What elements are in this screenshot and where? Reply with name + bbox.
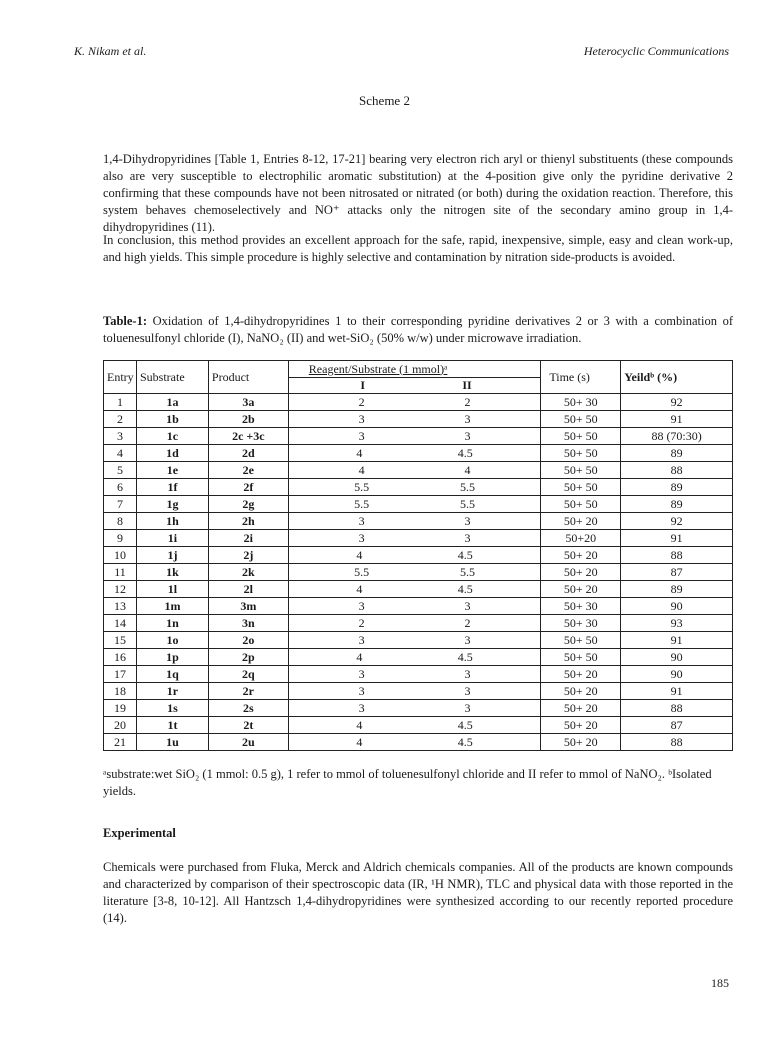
cell-reagent-II: 3 [464,411,471,426]
cell-time: 50+ 50 [541,496,621,513]
cell-reagent-II: 5.5 [459,496,475,511]
cell-reagent-II: 4 [464,462,471,477]
cell-substrate: 1j [136,547,208,564]
cell-entry: 18 [104,683,137,700]
header-product: Product [208,361,288,394]
cell-substrate: 1o [136,632,208,649]
cell-reagent-II: 5.5 [459,479,475,494]
cell-reagent [288,394,541,411]
table-row [104,462,733,479]
cell-entry: 12 [104,581,137,598]
cell-substrate: 1h [136,513,208,530]
cell-substrate: 1g [136,496,208,513]
cell-product: 2j [208,547,288,564]
cell-reagent-I: 3 [358,666,365,681]
table-row [104,428,733,445]
cell-time: 50+ 50 [541,445,621,462]
cell-reagent-I: 3 [358,598,365,613]
cell-reagent [288,666,541,683]
cell-reagent-I: 4 [356,734,363,749]
cell-substrate: 1e [136,462,208,479]
cell-product: 2g [208,496,288,513]
cell-yield: 89 [621,445,733,462]
cell-yield: 88 [621,734,733,751]
cell-entry: 21 [104,734,137,751]
cell-product: 2e [208,462,288,479]
running-header-authors: K. Nikam et al. [74,44,147,58]
cell-substrate: 1u [136,734,208,751]
cell-reagent [288,581,541,598]
table-caption [103,313,733,347]
cell-reagent [288,615,541,632]
cell-time: 50+20 [541,530,621,547]
cell-substrate: 1d [136,445,208,462]
results-table [103,360,733,751]
cell-yield: 90 [621,666,733,683]
cell-reagent-II: 3 [464,666,471,681]
cell-reagent [288,496,541,513]
table-caption-label: Table-1: [103,314,147,328]
cell-time: 50+ 50 [541,411,621,428]
cell-reagent-I: 3 [358,411,365,426]
cell-substrate: 1c [136,428,208,445]
cell-yield: 88 [621,462,733,479]
header-reagent-I: I [360,378,366,392]
cell-yield: 87 [621,717,733,734]
cell-time: 50+ 20 [541,683,621,700]
cell-substrate: 1p [136,649,208,666]
cell-yield: 91 [621,530,733,547]
table-row [104,598,733,615]
cell-substrate: 1n [136,615,208,632]
cell-product: 2c +3c [208,428,288,445]
cell-time: 50+ 50 [541,428,621,445]
cell-reagent-I: 3 [358,700,365,715]
paragraph-dihydropyridines: 1,4-Dihydropyridines [Table 1, Entries 8-12, 17-21] bearing very electron rich aryl or thienyl substituents (these compounds also are very susceptible to electrophilic aromatic substitution) at the 4-position give only the pyridine derivative 2 confirming that these compounds have not been nitrosated or nitrated (or both) during the oxidation reaction. Therefore, this system behaves chemoselectively and NO⁺ attacks only the nitrogen site of the secondary amino group in 1,4-dihydropyridines (11). [103,152,733,234]
cell-entry: 8 [104,513,137,530]
cell-product: 2k [208,564,288,581]
page-number: 185 [711,976,729,990]
table-row [104,649,733,666]
cell-reagent-I: 4 [356,547,363,562]
cell-reagent-II: 5.5 [459,564,475,579]
paragraph-experimental: Chemicals were purchased from Fluka, Merck and Aldrich chemicals companies. All of the products are known compounds and characterized by comparison of their spectroscopic data (IR, ¹H NMR), TLC and physical data with those reported in the literature [3-8, 10-12]. All Hantzsch 1,4-dihydropyridines were synthesized according to our recently reported procedure (14). [103,860,733,925]
cell-yield: 91 [621,411,733,428]
cell-yield: 89 [621,479,733,496]
cell-reagent-II: 3 [464,700,471,715]
cell-time: 50+ 50 [541,632,621,649]
cell-time: 50+ 20 [541,581,621,598]
cell-reagent [288,717,541,734]
cell-product: 2h [208,513,288,530]
cell-entry: 9 [104,530,137,547]
cell-time: 50+ 30 [541,598,621,615]
table-row [104,513,733,530]
table-row [104,394,733,411]
cell-product: 3m [208,598,288,615]
cell-entry: 7 [104,496,137,513]
cell-reagent-II: 3 [464,632,471,647]
cell-yield: 91 [621,683,733,700]
header-yield: Yeildᵇ (%) [621,361,733,394]
table-row [104,581,733,598]
table-header-row [104,361,733,378]
table-row [104,717,733,734]
cell-reagent-I: 4 [356,581,363,596]
cell-substrate: 1s [136,700,208,717]
cell-reagent [288,411,541,428]
cell-reagent-I: 4 [358,462,365,477]
cell-entry: 6 [104,479,137,496]
cell-reagent [288,649,541,666]
cell-product: 2t [208,717,288,734]
cell-reagent-I: 4 [356,717,363,732]
cell-yield: 92 [621,394,733,411]
cell-substrate: 1f [136,479,208,496]
table-row [104,683,733,700]
table-row [104,411,733,428]
cell-substrate: 1m [136,598,208,615]
cell-reagent [288,700,541,717]
scheme-label: Scheme 2 [359,93,410,108]
cell-reagent-I: 5.5 [354,479,370,494]
table-row [104,547,733,564]
cell-reagent-I: 2 [358,615,365,630]
cell-yield: 87 [621,564,733,581]
cell-reagent [288,564,541,581]
cell-entry: 14 [104,615,137,632]
header-substrate: Substrate [136,361,208,394]
cell-time: 50+ 30 [541,394,621,411]
cell-product: 2u [208,734,288,751]
cell-reagent-II: 4.5 [457,734,473,749]
table-row [104,496,733,513]
cell-substrate: 1r [136,683,208,700]
cell-entry: 10 [104,547,137,564]
cell-substrate: 1t [136,717,208,734]
cell-substrate: 1a [136,394,208,411]
table-footnote: ᵃsubstrate:wet SiO₂ (1 mmol: 0.5 g), 1 refer to mmol of toluenesulfonyl chloride and II refer to mmol of NaNO₂. ᵇIsolated yields. [103,767,712,798]
cell-entry: 19 [104,700,137,717]
cell-reagent-I: 3 [358,530,365,545]
cell-product: 2o [208,632,288,649]
cell-reagent [288,547,541,564]
cell-reagent-I: 3 [358,632,365,647]
cell-entry: 4 [104,445,137,462]
header-reagent: Reagent/Substrate (1 mmol)ᵃ [288,361,541,378]
cell-reagent [288,530,541,547]
cell-entry: 11 [104,564,137,581]
cell-reagent-I: 4 [356,445,363,460]
table-row [104,564,733,581]
cell-reagent [288,734,541,751]
cell-substrate: 1l [136,581,208,598]
cell-entry: 1 [104,394,137,411]
cell-reagent-I: 3 [358,513,365,528]
cell-entry: 20 [104,717,137,734]
header-time: Time (s) [541,361,621,394]
table-row [104,445,733,462]
cell-product: 2i [208,530,288,547]
header-reagent-II: II [462,378,472,392]
table-row [104,530,733,547]
cell-reagent [288,632,541,649]
cell-product: 3a [208,394,288,411]
header-entry: Entry [104,361,137,394]
cell-entry: 17 [104,666,137,683]
cell-yield: 90 [621,649,733,666]
cell-time: 50+ 50 [541,479,621,496]
cell-substrate: 1i [136,530,208,547]
cell-reagent-II: 2 [464,615,471,630]
running-header-journal: Heterocyclic Communications [583,44,729,58]
cell-time: 50+ 50 [541,649,621,666]
cell-reagent-I: 4 [356,649,363,664]
cell-time: 50+ 20 [541,700,621,717]
cell-reagent-II: 3 [464,683,471,698]
cell-reagent [288,462,541,479]
cell-reagent-II: 2 [464,394,471,409]
cell-reagent [288,683,541,700]
cell-reagent-II: 3 [464,513,471,528]
header-reagent-I-II [288,378,541,394]
cell-substrate: 1b [136,411,208,428]
cell-reagent-II: 3 [464,598,471,613]
cell-reagent-II: 3 [464,428,471,443]
cell-reagent-I: 3 [358,683,365,698]
cell-time: 50+ 20 [541,564,621,581]
table-row [104,734,733,751]
cell-product: 2p [208,649,288,666]
cell-substrate: 1q [136,666,208,683]
cell-reagent [288,445,541,462]
cell-reagent [288,479,541,496]
cell-reagent-II: 4.5 [457,547,473,562]
cell-entry: 5 [104,462,137,479]
cell-reagent [288,598,541,615]
cell-time: 50+ 20 [541,666,621,683]
cell-yield: 90 [621,598,733,615]
cell-reagent [288,428,541,445]
cell-reagent-II: 4.5 [457,717,473,732]
cell-yield: 89 [621,496,733,513]
table-row [104,615,733,632]
cell-yield: 91 [621,632,733,649]
cell-yield: 93 [621,615,733,632]
cell-yield: 92 [621,513,733,530]
cell-product: 2f [208,479,288,496]
cell-product: 2s [208,700,288,717]
cell-time: 50+ 20 [541,513,621,530]
cell-product: 3n [208,615,288,632]
cell-yield: 89 [621,581,733,598]
cell-reagent-I: 2 [358,394,365,409]
table-row [104,700,733,717]
table-caption-text: Oxidation of 1,4-dihydropyridines 1 to their corresponding pyridine derivatives 2 or 3 with a combination of toluenesulfonyl chloride (I), NaNO₂ (II) and wet-SiO₂ (50% w/w) under microwave irradiation. [103,314,733,345]
cell-reagent [288,513,541,530]
cell-reagent-I: 5.5 [354,496,370,511]
table-row [104,666,733,683]
cell-entry: 16 [104,649,137,666]
cell-product: 2d [208,445,288,462]
cell-time: 50+ 30 [541,615,621,632]
cell-product: 2l [208,581,288,598]
cell-entry: 3 [104,428,137,445]
cell-product: 2r [208,683,288,700]
cell-entry: 2 [104,411,137,428]
paragraph-conclusion: In conclusion, this method provides an excellent approach for the safe, rapid, inexpensive, simple, easy and clean work-up, and high yields. This simple procedure is highly selective and contamination by nitration side-products is avoided. [103,233,733,264]
cell-yield: 88 [621,700,733,717]
cell-substrate: 1k [136,564,208,581]
cell-reagent-II: 4.5 [457,581,473,596]
cell-time: 50+ 20 [541,717,621,734]
cell-product: 2b [208,411,288,428]
cell-reagent-I: 3 [358,428,365,443]
cell-entry: 15 [104,632,137,649]
cell-time: 50+ 50 [541,462,621,479]
table-row [104,632,733,649]
cell-time: 50+ 20 [541,547,621,564]
cell-yield: 88 [621,547,733,564]
cell-product: 2q [208,666,288,683]
cell-entry: 13 [104,598,137,615]
table-row [104,479,733,496]
cell-reagent-II: 3 [464,530,471,545]
cell-time: 50+ 20 [541,734,621,751]
cell-reagent-II: 4.5 [457,445,473,460]
cell-reagent-II: 4.5 [457,649,473,664]
experimental-heading: Experimental [103,826,176,840]
cell-yield: 88 (70:30) [621,428,733,445]
cell-reagent-I: 5.5 [354,564,370,579]
